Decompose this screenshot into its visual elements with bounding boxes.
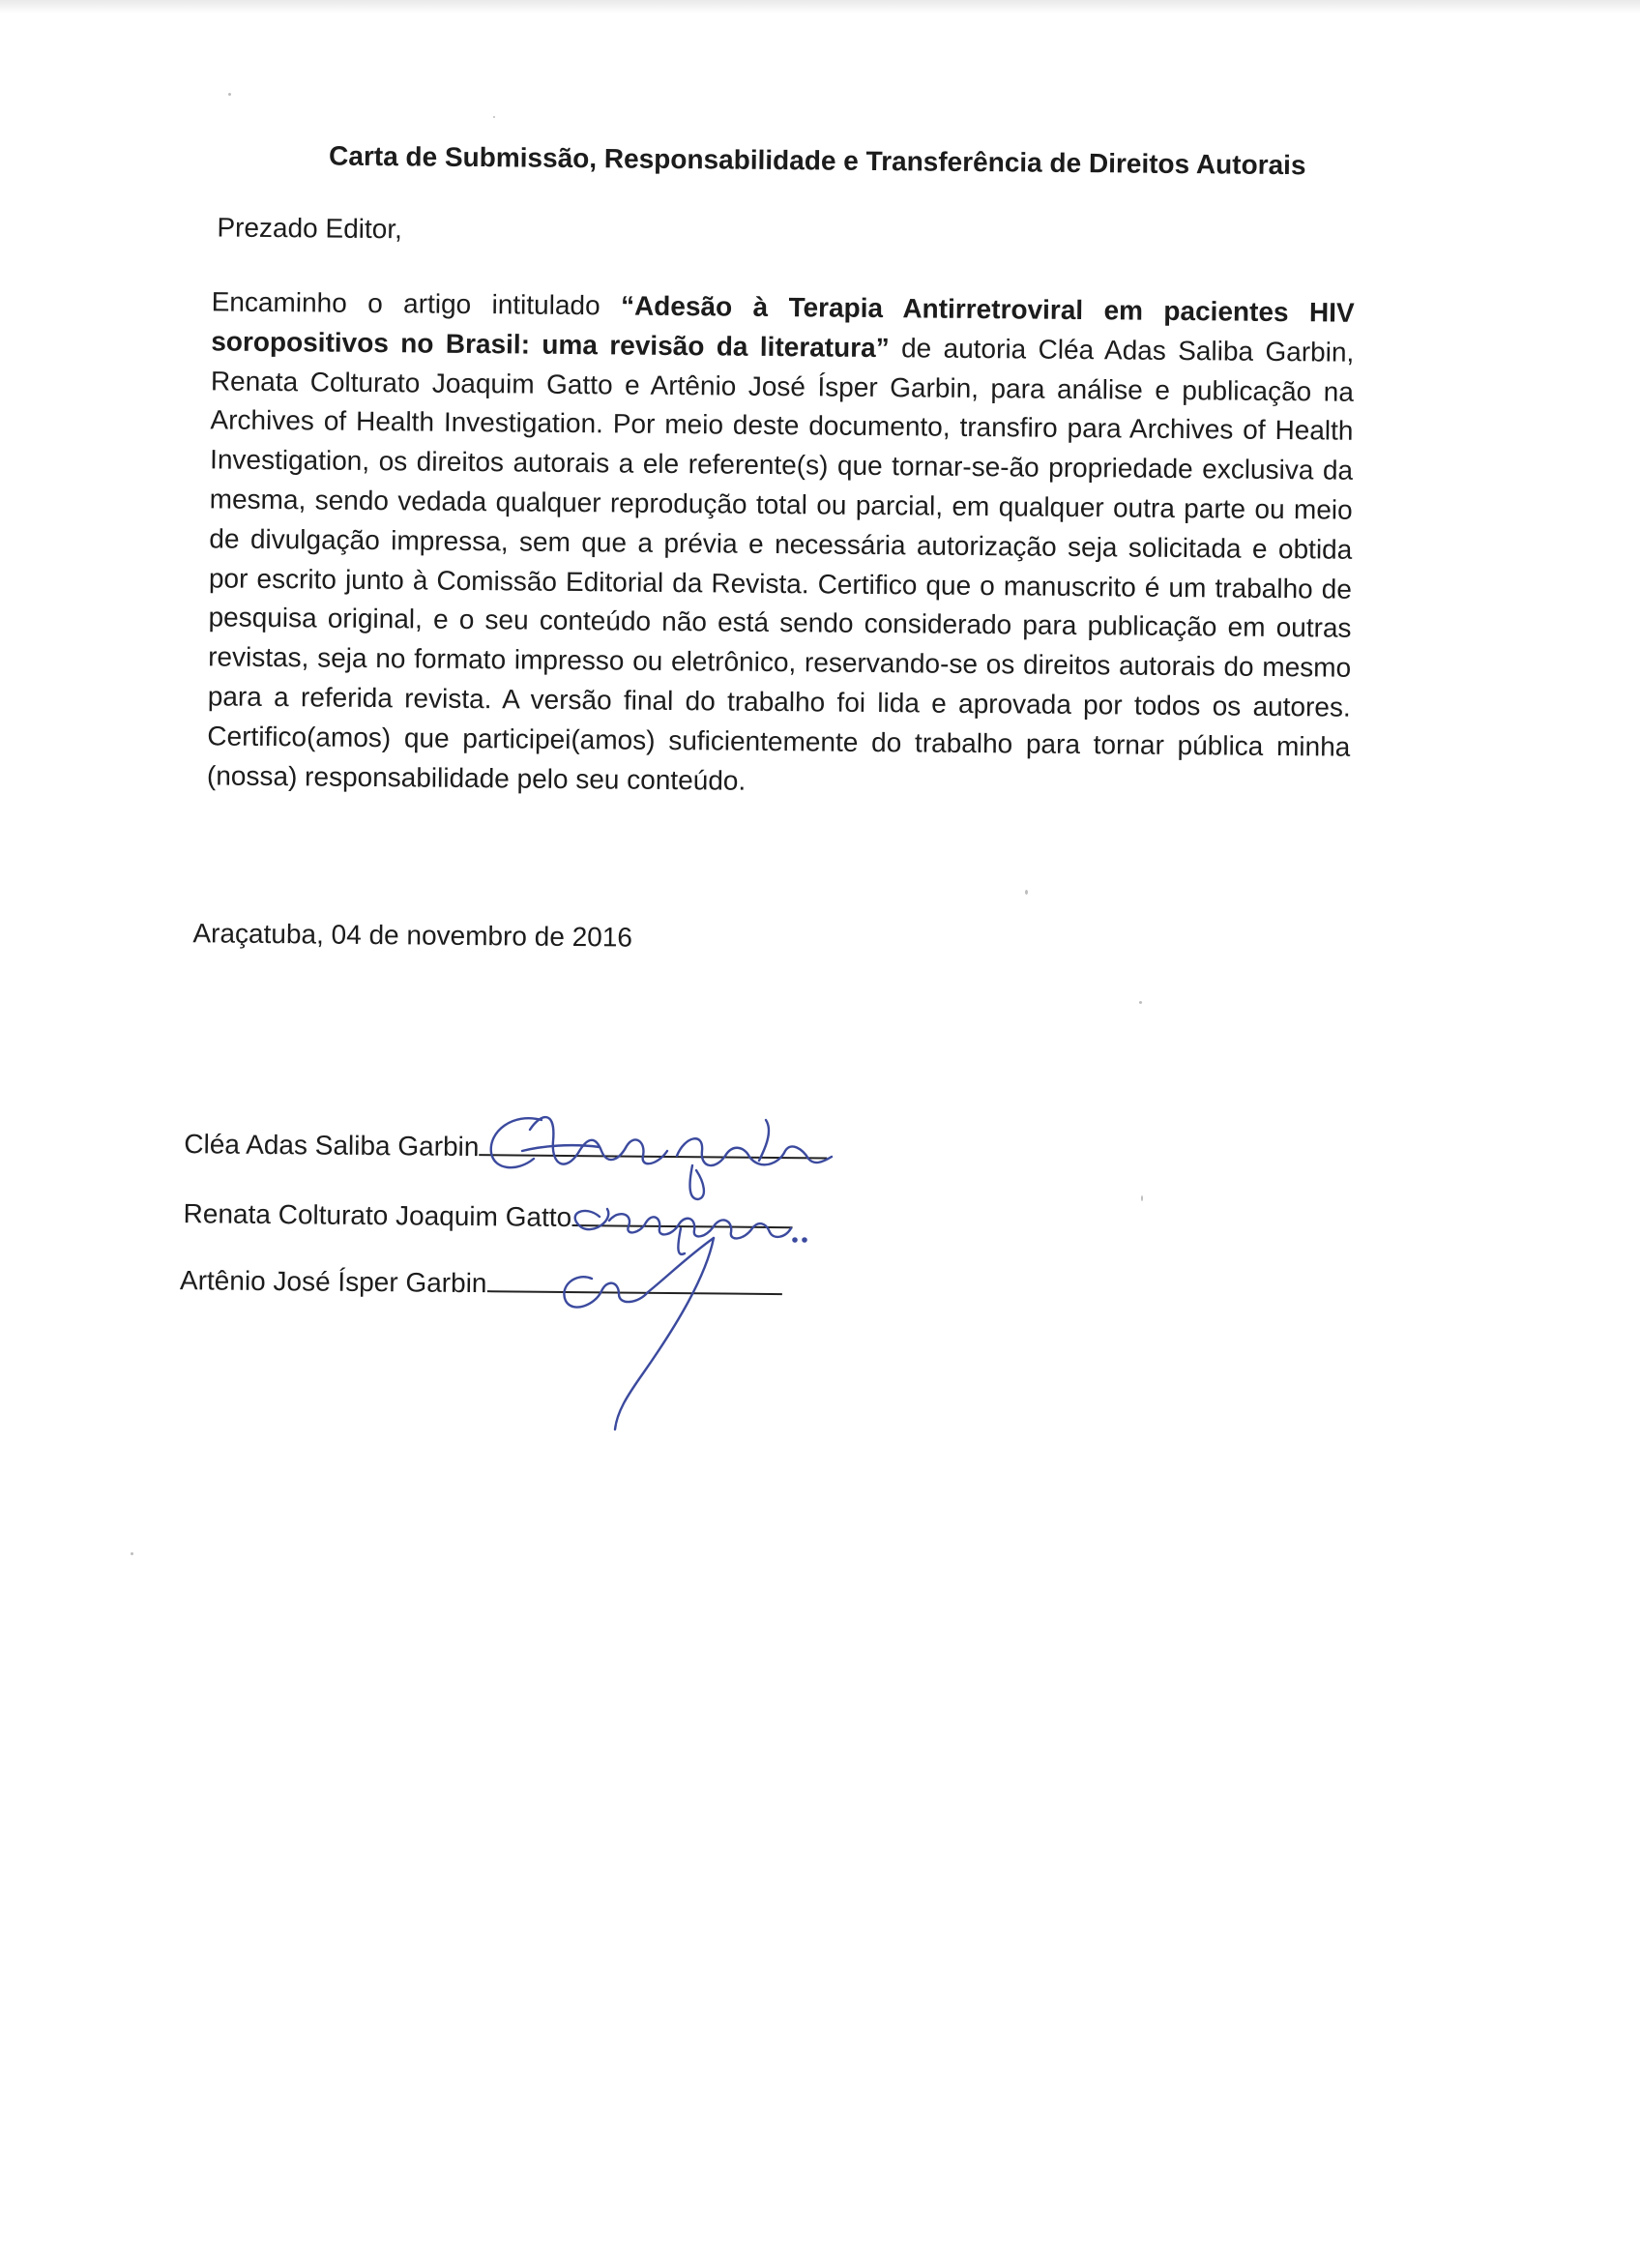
scan-speck xyxy=(1025,890,1028,895)
signature-line-2 xyxy=(183,1195,792,1235)
signatory-name: Renata Colturato Joaquim Gatto xyxy=(183,1198,572,1233)
scan-speck xyxy=(493,116,495,118)
signature-line-3 xyxy=(180,1262,782,1302)
signature-underline xyxy=(479,1129,827,1159)
signatory-name: Artênio José Ísper Garbin xyxy=(179,1265,487,1299)
signature-underline xyxy=(486,1265,781,1295)
article-title: “Adesão à Terapia Antirretroviral em pacientes HIV soropositivos no Brasil: uma revisão da literatura” xyxy=(211,290,1355,363)
signature-line-1 xyxy=(184,1126,827,1165)
scan-speck xyxy=(1139,1001,1142,1004)
scan-speck xyxy=(1141,1195,1143,1201)
place-date: Araçatuba, 04 de novembro de 2016 xyxy=(192,918,633,953)
body-intro: Encaminho o artigo intitulado xyxy=(211,286,622,321)
letter-title: Carta de Submissão, Responsabilidade e Transferência de Direitos Autorais xyxy=(329,140,1306,181)
salutation: Prezado Editor, xyxy=(217,212,403,245)
signatory-name: Cléa Adas Saliba Garbin xyxy=(184,1129,480,1163)
body-rest: de autoria Cléa Adas Saliba Garbin, Renata Colturato Joaquim Gatto e Artênio José Ísper Garbin, para análise e publicação na Archives of Health Investigation. Por meio deste documento, transfiro para Archives of Health Investigation, os direitos autorais a ele referente(s) que tornar-se-ão propriedade exclusiva da mesma, sendo vedada qualquer reprodução total ou parcial, em qualquer outra parte ou meio de divulgação impressa, sem que a prévia e necessária autorização seja solicitada e obtida por escrito junto à Comissão Editorial da Revista. Certifico que o manuscrito é um trabalho de pesquisa original, e o seu conteúdo não está sendo considerado para publicação em outras revistas, seja no formato impresso ou eletrônico, reservando-se os direitos autorais do mesmo para a referida revista. A versão final do trabalho foi lida e aprovada por todos os autores. Certifico(amos) que participei(amos) suficientemente do trabalho para tornar pública minha (nossa) responsabilidade pelo seu conteúdo. xyxy=(206,332,1355,796)
scan-speck xyxy=(131,1552,133,1555)
scan-speck xyxy=(228,93,231,96)
signature-underline xyxy=(571,1199,792,1228)
letter-body xyxy=(207,282,1355,807)
